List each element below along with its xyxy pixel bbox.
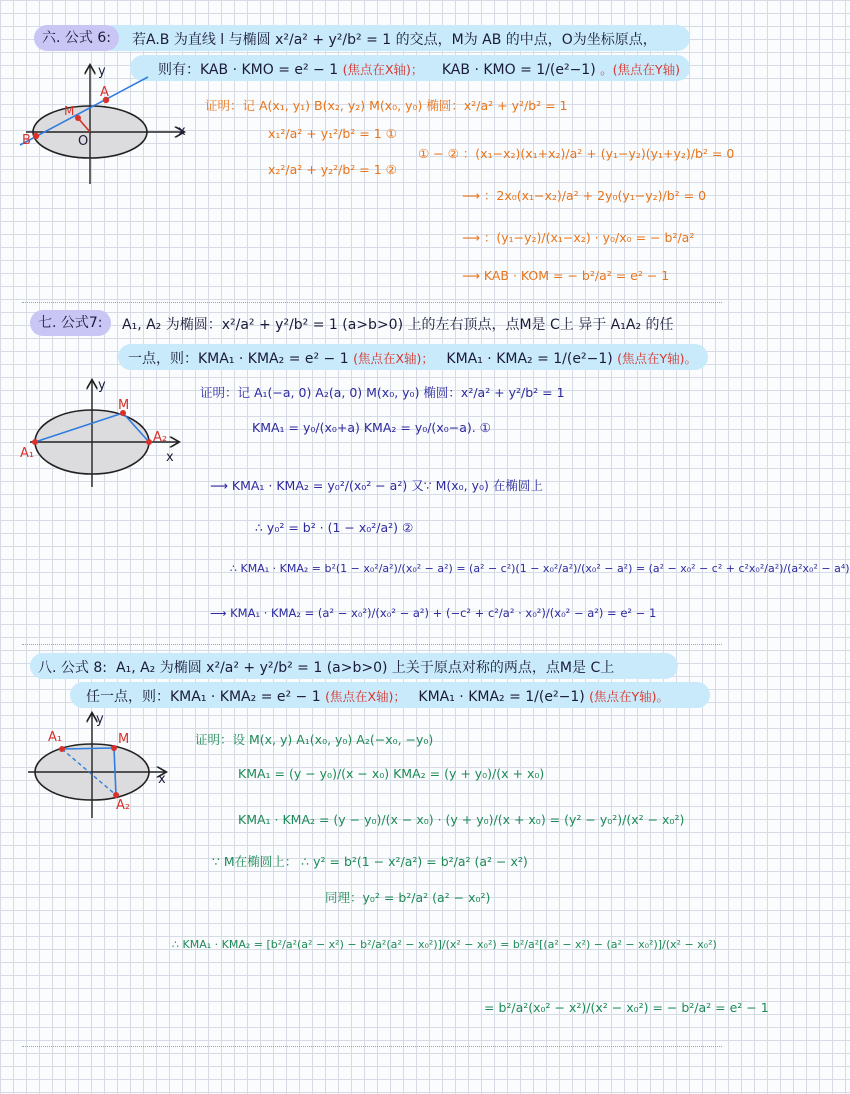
s8-statement-1: A₁, A₂ 为椭圆 x²/a² + y²/b² = 1 (a>b>0) 上关于原点对称的两点，点M是 C上	[116, 660, 615, 676]
s8-label-x: x	[158, 772, 166, 787]
s6-label-x: x	[178, 124, 186, 139]
s8-label-a2: A₂	[116, 798, 131, 813]
s7-statement-2-main: 一点，则：KMA₁ · KMA₂ = e² − 1	[128, 351, 349, 367]
s7-proof-3: ∴ y₀² = b² · (1 − x₀²/a²) ②	[255, 520, 414, 535]
s7-label-a2: A₂	[153, 430, 168, 445]
s8-point-m	[111, 745, 117, 751]
s7-label-y: y	[98, 378, 106, 393]
s7-proof-5: ⟶ KMA₁ · KMA₂ = (a² − x₀²)/(x₀² − a²) + (−c² + c²/a² · x₀²)/(x₀² − a²) = e² − 1	[210, 606, 657, 620]
s7-proof-1: KMA₁ = y₀/(x₀+a) KMA₂ = y₀/(x₀−a). ①	[252, 420, 491, 435]
s6-result-b-note: 。(焦点在Y轴)	[600, 62, 681, 77]
s6-point-m	[75, 115, 81, 121]
s8-label-y: y	[96, 712, 104, 727]
s7-badge: 七. 公式7:	[30, 310, 111, 336]
s7-statement-2	[128, 348, 697, 368]
s6-point-b	[33, 133, 39, 139]
s6-proof-2: x₂²/a² + y₂²/b² = 1 ②	[268, 162, 397, 177]
s7-proof-4: ∴ KMA₁ · KMA₂ = b²(1 − x₀²/a²)/(x₀² − a²) = (a² − c²)(1 − x₀²/a²)/(x₀² − a²) = (a² − x₀² − c² + c²x₀²/a²)/(a²x₀² − a⁴)	[230, 562, 850, 575]
s8-proof-5: ∴ KMA₁ · KMA₂ = [b²/a²(a² − x²) − b²/a²(a² − x₀²)]/(x² − x₀²) = b²/a²[(a² − x²) − (a² − x₀²)]/(x² − x₀²)	[172, 938, 717, 951]
s6-badge: 六. 公式 6:	[34, 25, 119, 51]
s7-label-m: M	[118, 398, 130, 413]
s8-ellipse-figure	[20, 712, 180, 822]
s6-label-b: B	[22, 133, 31, 148]
s8-proof-3: ∵ M在椭圆上： ∴ y² = b²(1 − x²/a²) = b²/a² (a² − x²)	[212, 854, 528, 869]
s6-proof-0: 证明：记 A(x₁, y₁) B(x₂, y₂) M(x₀, y₀) 椭圆：x²/a² + y²/b² = 1	[205, 98, 568, 113]
s8-label-a1: A₁	[48, 730, 63, 745]
s7-label-x: x	[166, 450, 174, 465]
s7-statement-1: A₁, A₂ 为椭圆：x²/a² + y²/b² = 1 (a>b>0) 上的左右顶点，点M是 C上 异于 A₁A₂ 的任	[122, 317, 674, 333]
s6-proof-5: ⟶ ：(y₁−y₂)/(x₁−x₂) · y₀/x₀ = − b²/a²	[462, 230, 695, 245]
s7-statement-2-note-a: (焦点在X轴)；	[353, 351, 434, 366]
s8-ma1-line	[62, 748, 114, 749]
s8-proof-0: 证明：设 M(x, y) A₁(x₀, y₀) A₂(−x₀, −y₀)	[195, 732, 434, 747]
s8-statement-2-main-b: KMA₁ · KMA₂ = 1/(e²−1)	[418, 689, 585, 705]
s6-result-a: 则有：KAB · KMO = e² − 1	[158, 62, 339, 78]
s7-statement-2-note-b: (焦点在Y轴)。	[617, 351, 698, 366]
s6-label-o: O	[78, 134, 89, 149]
s6-proof-6: ⟶ KAB · KOM = − b²/a² = e² − 1	[462, 268, 670, 283]
s8-label-m: M	[118, 732, 130, 747]
s8-statement-2-main: 任一点，则：KMA₁ · KMA₂ = e² − 1	[86, 689, 321, 705]
s6-proof-1: x₁²/a² + y₁²/b² = 1 ①	[268, 126, 397, 141]
s8-statement-2	[86, 686, 669, 706]
s8-badge: 八. 公式 8:	[38, 660, 107, 676]
s6-proof-4: ⟶ ：2x₀(x₁−x₂)/a² + 2y₀(y₁−y₂)/b² = 0	[462, 188, 707, 203]
s8-proof-6: = b²/a²(x₀² − x²)/(x² − x₀²) = − b²/a² = e² − 1	[484, 1000, 769, 1015]
s7-statement-2-main-b: KMA₁ · KMA₂ = 1/(e²−1)	[446, 351, 613, 367]
s6-ellipse-figure	[18, 62, 193, 192]
s7-label-a1: A₁	[20, 446, 35, 461]
s8-proof-2: KMA₁ · KMA₂ = (y − y₀)/(x − x₀) · (y + y₀)/(x + x₀) = (y² − y₀²)/(x² − x₀²)	[238, 812, 685, 827]
s6-proof-3: ① − ② ：(x₁−x₂)(x₁+x₂)/a² + (y₁−y₂)(y₁+y₂)/b² = 0	[418, 146, 735, 161]
divider-3	[22, 1046, 722, 1047]
s6-statement: 若A.B 为直线 l 与椭圆 x²/a² + y²/b² = 1 的交点，M为 AB 的中点，O为坐标原点，	[132, 32, 657, 48]
s6-label-a: A	[100, 85, 109, 100]
s7-proof-0: 证明：记 A₁(−a, 0) A₂(a, 0) M(x₀, y₀) 椭圆：x²/a² + y²/b² = 1	[200, 385, 565, 400]
s8-statement-2-note-b: (焦点在Y轴)。	[589, 689, 670, 704]
s7-point-a2	[146, 439, 152, 445]
s8-point-a1	[59, 746, 65, 752]
s8-statement-2-note-a: (焦点在X轴)；	[325, 689, 406, 704]
s7-point-a1	[32, 439, 38, 445]
divider-2	[22, 644, 722, 645]
s6-label-m: M	[64, 104, 75, 118]
s7-proof-2: ⟶ KMA₁ · KMA₂ = y₀²/(x₀² − a²) 又∵ M(x₀, y₀) 在椭圆上	[210, 478, 543, 493]
s6-result-line	[158, 59, 680, 79]
s8-proof-1: KMA₁ = (y − y₀)/(x − x₀) KMA₂ = (y + y₀)/(x + x₀)	[238, 766, 545, 781]
divider-1	[22, 302, 722, 303]
s8-proof-4: 同理：y₀² = b²/a² (a² − x₀²)	[325, 890, 491, 905]
s6-result-b: KAB · KMO = 1/(e²−1)	[441, 62, 596, 78]
s6-label-y: y	[98, 64, 106, 79]
s6-result-a-note: (焦点在X轴)；	[342, 62, 424, 77]
